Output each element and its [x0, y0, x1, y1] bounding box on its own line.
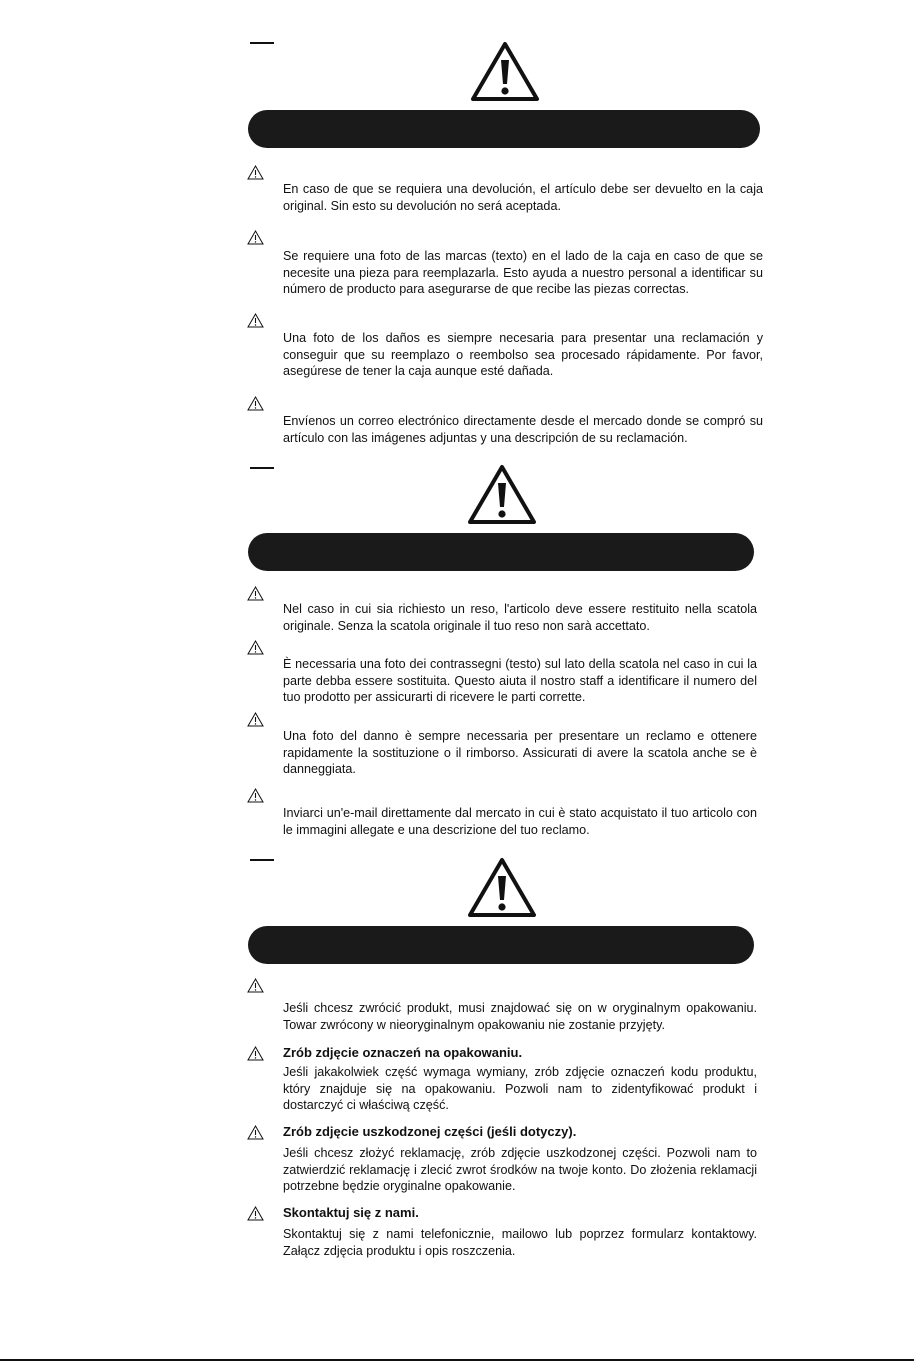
item-text: En caso de que se requiera una devolución, el artículo debe ser devuelto en la caja original. Sin esto su devolución no será aceptada. — [283, 182, 763, 213]
caution-icon — [247, 586, 264, 601]
item-text: Envíenos un correo electrónico directamente desde el mercado donde se compró su artículo con las imágenes adjuntas y una descripción de su reclamación. — [283, 414, 763, 445]
item-text: Jeśli chcesz złożyć reklamację, zrób zdjęcie uszkodzonej części. Pozwoli nam to zatwierdzić reklamację i zlecić zwrot środków na twoje konto. Do złożenia reklamacji potrzebne będzie oryginalne opakowanie. — [283, 1146, 757, 1194]
section-header-bar — [248, 926, 754, 964]
warning-triangle-icon — [470, 40, 540, 102]
item-text: Una foto del danno è sempre necessaria per presentare un reclamo e ottenere rapidamente la sostituzione o il rimborso. Assicurati di avere la scatola anche se è danneggiata. — [283, 729, 757, 777]
item-text: È necessaria una foto dei contrassegni (testo) sul lato della scatola nel caso in cui la parte debba essere sostituita. Questo aiuta il nostro staff a identificare il numero del tuo prodotto per assicurarti di ricevere le parti corrette. — [283, 657, 757, 705]
caution-icon — [247, 1046, 264, 1061]
section-marker — [250, 859, 274, 861]
item-heading: Skontaktuj się z nami. — [283, 1205, 419, 1220]
item-text: Inviarci un'e-mail direttamente dal mercato in cui è stato acquistato il tuo articolo con le immagini allegate e una descrizione del tuo reclamo. — [283, 806, 757, 837]
page-bottom-border — [0, 1359, 914, 1361]
section-header-bar — [248, 533, 754, 571]
item-heading: Zrób zdjęcie uszkodzonej części (jeśli dotyczy). — [283, 1124, 577, 1139]
warning-triangle-icon — [467, 856, 537, 918]
caution-icon — [247, 712, 264, 727]
section-header-bar — [248, 110, 760, 148]
section-marker — [250, 467, 274, 469]
caution-icon — [247, 230, 264, 245]
caution-icon — [247, 640, 264, 655]
item-text: Jeśli jakakolwiek część wymaga wymiany, zrób zdjęcie oznaczeń kodu produktu, który znajduje się na opakowaniu. Pozwoli nam to zidentyfikować produkt i dostarczyć ci właściwą część. — [283, 1065, 757, 1113]
item-text: Nel caso in cui sia richiesto un reso, l'articolo deve essere restituito nella scatola originale. Senza la scatola originale il tuo reso non sarà accettato. — [283, 602, 757, 633]
caution-icon — [247, 978, 264, 993]
item-heading: Zrób zdjęcie oznaczeń na opakowaniu. — [283, 1045, 523, 1060]
item-text: Skontaktuj się z nami telefonicznie, mailowo lub poprzez formularz kontaktowy. Załącz zdjęcia produktu i opis roszczenia. — [283, 1227, 757, 1258]
section-marker — [250, 42, 274, 44]
item-text: Una foto de los daños es siempre necesaria para presentar una reclamación y conseguir que su reemplazo o reembolso sea procesado rápidamente. Por favor, asegúrese de tener la caja aunque esté dañada. — [283, 331, 763, 379]
caution-icon — [247, 788, 264, 803]
warning-triangle-icon — [467, 463, 537, 525]
item-text: Jeśli chcesz zwrócić produkt, musi znajdować się on w oryginalnym opakowaniu. Towar zwrócony w nieoryginalnym opakowaniu nie zostanie przyjęty. — [283, 1001, 757, 1032]
caution-icon — [247, 313, 264, 328]
caution-icon — [247, 396, 264, 411]
caution-icon — [247, 165, 264, 180]
caution-icon — [247, 1125, 264, 1140]
caution-icon — [247, 1206, 264, 1221]
item-text: Se requiere una foto de las marcas (texto) en el lado de la caja en caso de que se necesite una pieza para reemplazarla. Esto ayuda a nuestro personal a identificar su número de producto para asegurarse de que recibe las piezas correctas. — [283, 249, 763, 297]
